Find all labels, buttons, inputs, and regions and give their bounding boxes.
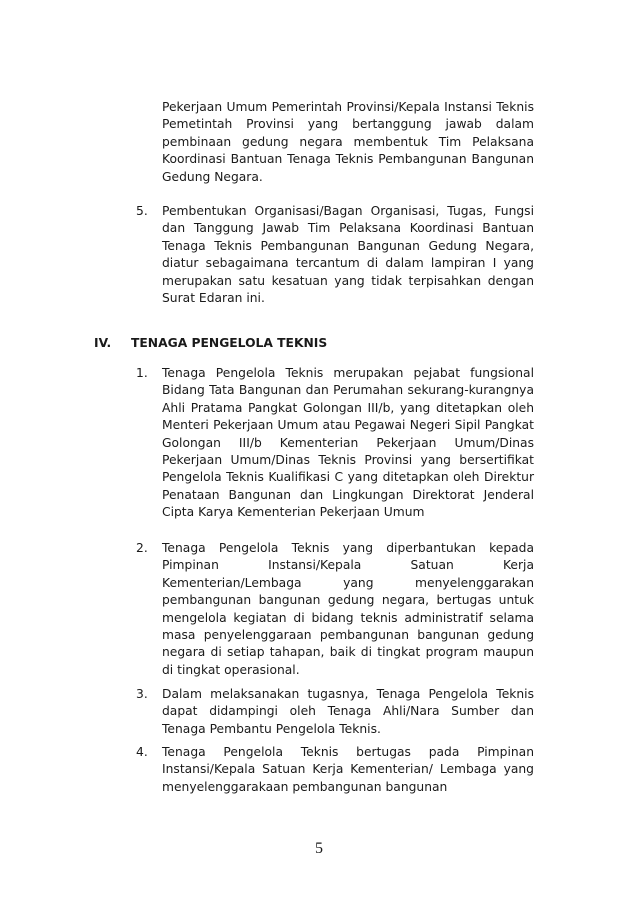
item-5-text: Pembentukan Organisasi/Bagan Organisasi, Tugas, Fungsi dan Tanggung Jawab Tim Pelaksana Koordinasi Bantuan Tenaga Teknis Pembangunan Bangunan Gedung Negara, diatur sebagaimana tercantum di dalam lampiran I yang merupakan satu kesatuan yang tidak terpisahkan dengan Surat Edaran ini. (162, 204, 534, 306)
section-item-1-text: Tenaga Pengelola Teknis merupakan pejabat fungsional Bidang Tata Bangunan dan Perumahan sekurang-kurangnya Ahli Pratama Pangkat Golongan III/b, yang ditetapkan oleh Menteri Pekerjaan Umum atau Pegawai Negeri Sipil Pangkat Golongan III/b Kementerian Pekerjaan Umum/Dinas Pekerjaan Umum/Dinas Teknis Provinsi yang bersertifikat Pengelola Teknis Kualifikasi C yang ditetapkan oleh Direktur Penataan Bangunan dan Lingkungan Direktorat Jenderal Cipta Karya Kementerian Pekerjaan Umum (162, 366, 534, 520)
section-item-3-number: 3. (136, 687, 148, 701)
page-number: 5 (315, 840, 323, 857)
section-item-4-number: 4. (136, 745, 148, 759)
section-item-2-number: 2. (136, 541, 148, 555)
section-number: IV. (94, 336, 112, 350)
section-item-4-text: Tenaga Pengelola Teknis bertugas pada Pimpinan Instansi/Kepala Satuan Kerja Kementerian/ Lembaga yang menyelenggarakaan pembangunan bangunan (162, 745, 534, 794)
item-5-number: 5. (136, 204, 148, 218)
section-item-1-number: 1. (136, 366, 148, 380)
continued-paragraph: Pekerjaan Umum Pemerintah Provinsi/Kepala Instansi Teknis Pemetintah Provinsi yang bertanggung jawab dalam pembinaan gedung negara membentuk Tim Pelaksana Koordinasi Bantuan Tenaga Teknis Pembangunan Bangunan Gedung Negara. (162, 100, 534, 184)
section-item-2-text: Tenaga Pengelola Teknis yang diperbantukan kepada Pimpinan Instansi/Kepala Satuan Kerja Kementerian/Lembaga yang menyelenggarakan pembangunan bangunan gedung negara, bertugas untuk mengelola kegiatan di bidang teknis administratif selama masa penyelenggaraan pembangunan bangunan gedung negara di setiap tahapan, baik di tingkat program maupun di tingkat operasional. (162, 541, 534, 677)
section-title: TENAGA PENGELOLA TEKNIS (131, 336, 328, 350)
section-item-3-text: Dalam melaksanakan tugasnya, Tenaga Pengelola Teknis dapat didampingi oleh Tenaga Ahli/Nara Sumber dan Tenaga Pembantu Pengelola Teknis. (162, 687, 534, 736)
